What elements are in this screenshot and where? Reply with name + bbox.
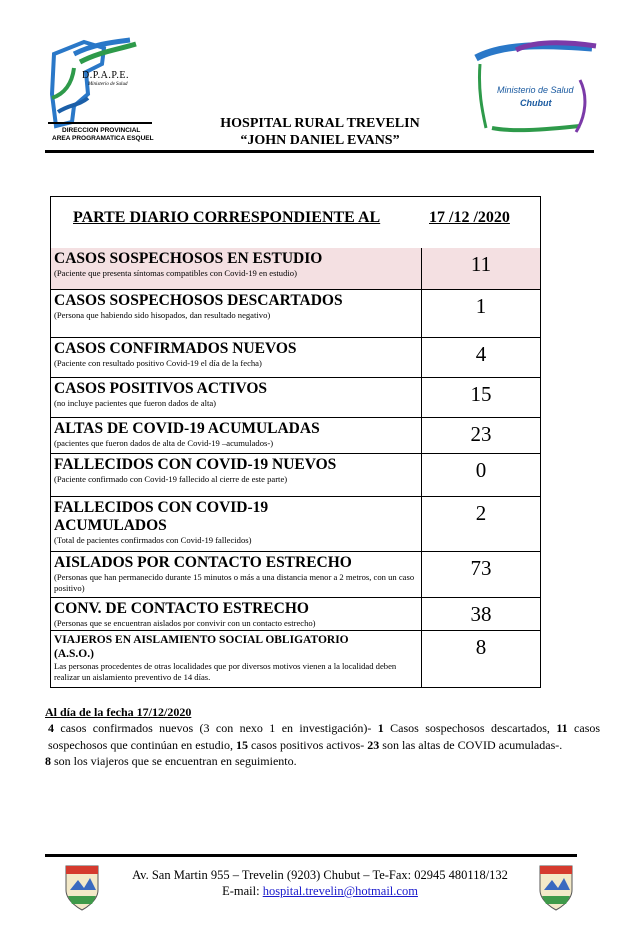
row-value: 2 xyxy=(475,501,487,525)
summary-confirmed-count: 4 xyxy=(48,721,54,735)
row-description: (Paciente con resultado positivo Covid-19 el día de la fecha) xyxy=(54,358,262,368)
row-value: 0 xyxy=(475,458,487,482)
row-description: (Persona que habiendo sido hisopados, dan resultado negativo) xyxy=(54,310,271,320)
row-label: FALLECIDOS CON COVID-19 NUEVOS xyxy=(54,456,337,473)
row-description: (pacientes que fueron dados de alta de Covid-19 –acumulados-) xyxy=(54,438,274,448)
dpape-caption-line2: AREA PROGRAMATICA ESQUEL xyxy=(52,135,154,142)
dpape-caption-line1: DIRECCION PROVINCIAL xyxy=(62,127,141,134)
table-row xyxy=(51,598,540,631)
summary-confirmed-text: casos confirmados nuevos (3 con nexo 1 en investigación)- xyxy=(60,721,372,735)
row-description: (no incluye pacientes que fueron dados de alta) xyxy=(54,398,217,408)
trevelin-crest-icon xyxy=(536,860,576,912)
dpape-acronym: D.P.A.P.E. xyxy=(82,70,129,81)
summary-text xyxy=(45,720,600,770)
table-row xyxy=(51,631,540,687)
row-label: VIAJEROS EN AISLAMIENTO SOCIAL OBLIGATORIO (A.S.O.) xyxy=(54,634,349,660)
row-description: (Paciente que presenta síntomas compatibles con Covid-19 en estudio) xyxy=(54,268,297,278)
trevelin-crest-icon xyxy=(62,860,102,912)
summary-discharged-text: son las altas de COVID acumuladas-. xyxy=(382,737,563,752)
row-description: (Total de pacientes confirmados con Covid-19 fallecidos) xyxy=(54,535,252,545)
summary-discharged-count: 23 xyxy=(367,737,380,752)
row-value: 4 xyxy=(475,342,487,366)
row-label: CASOS SOSPECHOSOS EN ESTUDIO xyxy=(54,250,323,267)
report-date: 17 /12 /2020 xyxy=(429,209,510,226)
row-label: CASOS POSITIVOS ACTIVOS xyxy=(54,380,268,397)
ministerio-label: Ministerio de Salud xyxy=(497,85,574,95)
table-row xyxy=(51,248,540,290)
summary-suspected-count: 11 xyxy=(556,721,568,735)
row-value: 15 xyxy=(470,382,492,406)
row-label: ALTAS DE COVID-19 ACUMULADAS xyxy=(54,420,320,437)
email-link[interactable]: hospital.trevelin@hotmail.com xyxy=(262,884,418,898)
footer-email-line xyxy=(100,884,540,899)
table-row xyxy=(51,497,540,552)
summary-discarded-count: 1 xyxy=(377,721,384,735)
row-description: (Personas que se encuentran aislados por convivir con un contacto estrecho) xyxy=(54,618,316,628)
header-divider xyxy=(45,150,594,153)
report-table xyxy=(50,196,541,688)
row-label: FALLECIDOS CON COVID-19 ACUMULADOS xyxy=(54,499,269,534)
row-value: 73 xyxy=(470,556,492,580)
dpape-subtitle: Ministerio de Salud xyxy=(88,82,128,87)
table-row xyxy=(51,418,540,454)
report-title: PARTE DIARIO CORRESPONDIENTE AL xyxy=(73,209,381,226)
row-value: 23 xyxy=(470,422,492,446)
row-label: CONV. DE CONTACTO ESTRECHO xyxy=(54,600,309,617)
table-row xyxy=(51,454,540,497)
table-row xyxy=(51,378,540,418)
row-label: CASOS SOSPECHOSOS DESCARTADOS xyxy=(54,292,343,309)
row-label: AISLADOS POR CONTACTO ESTRECHO xyxy=(54,554,352,571)
row-value: 8 xyxy=(475,635,487,659)
row-description: Las personas procedentes de otras localidades que por diversos motivos vienen a la localidad deben realizar un aislamiento preventivo de 14 días. xyxy=(54,661,397,682)
table-row xyxy=(51,290,540,338)
hospital-name: HOSPITAL RURAL TREVELIN xyxy=(220,116,420,131)
row-description: (Personas que han permanecido durante 15 minutos o más a una distancia menor a 2 metros, con un caso positivo) xyxy=(54,572,415,593)
summary-active-text: casos positivos activos- xyxy=(250,737,365,752)
row-value: 1 xyxy=(475,294,487,318)
summary-suspected-text: casos sospechosos que continúan en estudio, xyxy=(48,721,601,752)
summary-heading: Al día de la fecha 17/12/2020 xyxy=(45,705,192,719)
summary-discarded-text: Casos sospechosos descartados, xyxy=(390,721,550,735)
row-description: (Paciente confirmado con Covid-19 fallecido al cierre de este parte) xyxy=(54,474,288,484)
row-value: 38 xyxy=(470,602,492,626)
hospital-subtitle: “JOHN DANIEL EVANS” xyxy=(240,133,400,148)
table-row xyxy=(51,338,540,378)
row-value: 11 xyxy=(470,252,492,276)
footer-divider xyxy=(45,854,577,857)
row-label: CASOS CONFIRMADOS NUEVOS xyxy=(54,340,297,357)
table-row xyxy=(51,552,540,598)
ministerio-province: Chubut xyxy=(520,98,552,108)
email-label: E-mail: xyxy=(222,884,260,898)
summary-active-count: 15 xyxy=(235,737,248,752)
summary-travelers-text: son los viajeros que se encuentran en seguimiento. xyxy=(54,754,297,768)
summary-travelers-count: 8 xyxy=(45,754,51,768)
report-title-row xyxy=(51,197,540,249)
footer-address: Av. San Martin 955 – Trevelin (9203) Chubut – Te-Fax: 02945 480118/132 xyxy=(132,868,508,882)
